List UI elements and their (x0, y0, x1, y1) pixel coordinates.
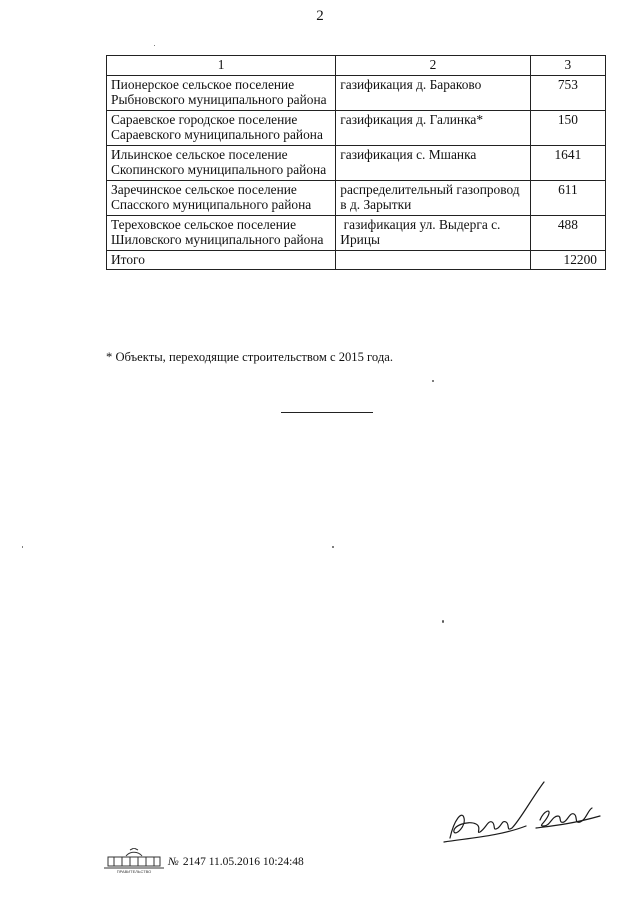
table-row (107, 75, 606, 110)
value-cell: 1641 (530, 145, 605, 180)
total-value: 12200 (530, 250, 605, 270)
page-number: 2 (316, 8, 324, 24)
entity-cell: Ильинское сельское поселение Скопинского муниципального района (107, 145, 336, 180)
table-row (107, 110, 606, 145)
object-cell: газификация ул. Выдерга с. Ирицы (336, 215, 530, 250)
total-object-cell (336, 250, 530, 270)
scan-speck (432, 380, 434, 382)
total-row (107, 250, 606, 270)
value-cell: 611 (530, 180, 605, 215)
entity-cell: Заречинское сельское поселение Спасского муниципального района (107, 180, 336, 215)
registration-line (168, 856, 304, 868)
registration-number-mark: № (168, 856, 179, 868)
scan-speck (22, 546, 23, 548)
column-header-1: 1 (107, 56, 336, 76)
object-cell: распределительный газопровод в д. Зарытки (336, 180, 530, 215)
scan-speck (442, 620, 444, 623)
column-header-3: 3 (530, 56, 605, 76)
footnote: * Объекты, переходящие строительством с 2015 года. (106, 350, 393, 364)
stamp-logo-text: ПРАВИТЕЛЬСТВО (116, 869, 152, 874)
government-stamp-logo (104, 848, 164, 874)
column-header-2: 2 (336, 56, 530, 76)
total-label: Итого (107, 250, 336, 270)
entity-cell: Тереховское сельское поселение Шиловского муниципального района (107, 215, 336, 250)
object-cell: газификация д. Галинка* (336, 110, 530, 145)
value-cell: 488 (530, 215, 605, 250)
entity-cell: Сараевское городское поселение Сараевского муниципального района (107, 110, 336, 145)
table-row (107, 180, 606, 215)
scan-speck (154, 45, 155, 46)
table-row (107, 215, 606, 250)
registration-number: 2147 11.05.2016 10:24:48 (182, 856, 304, 868)
object-cell: газификация с. Мшанка (336, 145, 530, 180)
entity-cell: Пионерское сельское поселение Рыбновского муниципального района (107, 75, 336, 110)
value-cell: 150 (530, 110, 605, 145)
closing-rule (281, 412, 373, 413)
allocation-table (106, 55, 606, 270)
scan-speck (332, 546, 334, 548)
value-cell: 753 (530, 75, 605, 110)
signature-image (440, 780, 610, 850)
table-header-row (107, 56, 606, 76)
object-cell: газификация д. Бараково (336, 75, 530, 110)
table-row (107, 145, 606, 180)
